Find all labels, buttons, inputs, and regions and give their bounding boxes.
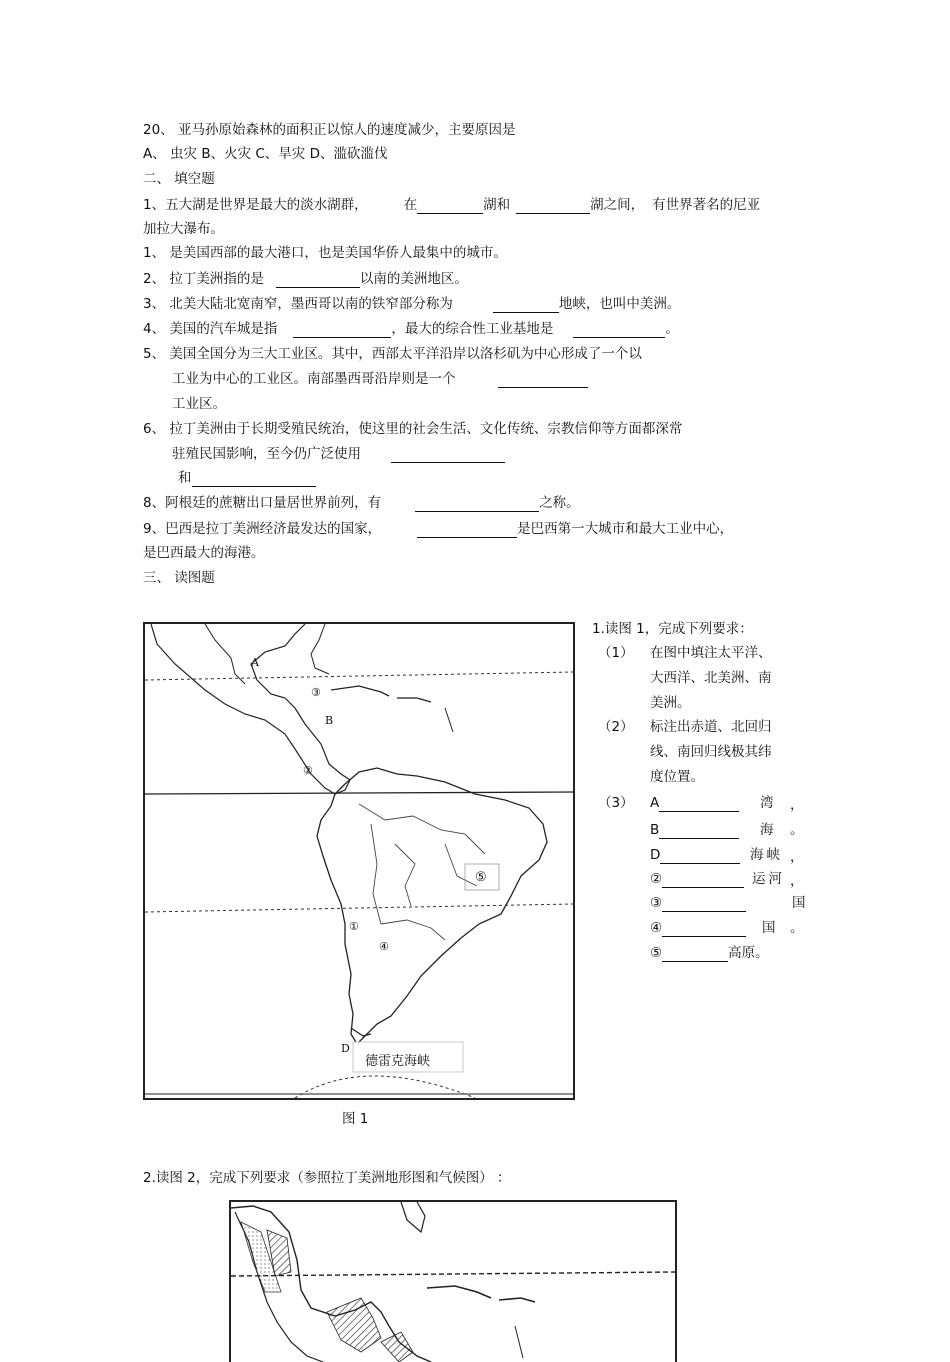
read1-comma: ， — [790, 797, 804, 813]
section2-title: 二、 填空题 — [143, 171, 215, 187]
fill-q9 — [143, 520, 733, 538]
fill-q1a-post: 有世界著名的尼亚 — [652, 197, 761, 213]
answer-blank[interactable] — [417, 199, 483, 214]
fill-q8-pre: 8、阿根廷的蔗糖出口量居世界前列，有 — [143, 495, 382, 511]
read1-answer-D — [650, 846, 740, 864]
fill-q1a-pre: 1、五大湖是世界是最大的淡水湖群， — [143, 197, 368, 213]
read1-answer-c2-suffix: 运河 — [752, 871, 785, 887]
map-label-circle-5: ⑤ — [475, 870, 487, 885]
fill-q4 — [143, 320, 679, 338]
fill-q5-line2 — [172, 370, 588, 388]
read1-answer-D-suffix: 海峡 — [750, 847, 783, 863]
fill-q4-pre: 4、 美国的汽车城是指 — [143, 321, 278, 337]
fill-q1a-he: 湖和 — [483, 197, 511, 213]
read1-item1-num: （1） — [598, 645, 634, 661]
map-label-circle-4: ④ — [379, 940, 389, 953]
answer-blank[interactable] — [662, 947, 728, 962]
fill-q5-line1: 5、 美国全国分为三大工业区。其中，西部太平洋沿岸以洛杉矶为中心形成了一个以 — [143, 346, 642, 362]
read1-comma: ， — [790, 873, 804, 889]
map-latin-america-2 — [229, 1200, 677, 1362]
read1-answer-c3-suffix: 国 — [792, 895, 806, 911]
section3-title: 三、 读图题 — [143, 570, 215, 586]
answer-blank[interactable] — [415, 497, 539, 512]
fill-q2-post: 以南的美洲地区。 — [359, 271, 468, 287]
answer-blank[interactable] — [192, 472, 316, 487]
fill-q1a-in: 在 — [403, 197, 418, 213]
map-1-drawing — [145, 624, 573, 1098]
read1-answer-A-suffix: 湾 — [760, 795, 774, 811]
answer-A-prefix: A — [650, 795, 660, 811]
read1-period: 。 — [790, 822, 804, 838]
read1-answer-c4 — [650, 919, 746, 937]
answer-blank[interactable] — [659, 797, 739, 812]
fill-q1b: 1、 是美国西部的最大港口，也是美国华侨人最集中的城市。 — [143, 245, 507, 261]
read1-item3-num: （3） — [598, 795, 634, 811]
answer-blank[interactable] — [391, 448, 505, 463]
map-label-A: A — [251, 656, 259, 669]
answer-blank[interactable] — [662, 897, 746, 912]
fill-q6-l2: 驻殖民国影响，至今仍广泛使用 — [172, 446, 361, 462]
fill-q2 — [143, 270, 468, 288]
answer-blank[interactable] — [662, 922, 746, 937]
fill-q1a-line2: 加拉大瀑布。 — [143, 221, 224, 237]
answer-blank[interactable] — [493, 298, 559, 313]
q20-question: 20、 亚马孙原始森林的面积正以惊人的速度减少，主要原因是 — [143, 122, 516, 138]
read1-answer-B-suffix: 海 — [760, 822, 774, 838]
answer-blank[interactable] — [662, 873, 744, 888]
fill-q4-mid: ，最大的综合性工业基地是 — [391, 321, 554, 337]
q20-options: A、 虫灾 B、火灾 C、旱灾 D、滥砍滥伐 — [143, 146, 388, 162]
fill-q6-line1: 6、 拉丁美洲由于长期受殖民统治，使这里的社会生活、文化传统、宗教信仰等方面都深常 — [143, 421, 683, 437]
fill-q3 — [143, 295, 680, 313]
answer-blank[interactable] — [659, 824, 739, 839]
map-label-circle-3: ③ — [311, 686, 321, 699]
answer-blank[interactable] — [660, 849, 740, 864]
fill-q4-post: 。 — [665, 321, 679, 337]
fill-q9-pre: 9、巴西是拉丁美洲经济最发达的国家， — [143, 521, 382, 537]
fill-q3-pre: 3、 北美大陆北宽南窄，墨西哥以南的铁窄部分称为 — [143, 296, 453, 312]
fill-q5-l2: 工业为中心的工业区。南部墨西哥沿岸则是一个 — [172, 371, 456, 387]
read1-title: 1.读图 1，完成下列要求： — [592, 621, 753, 637]
map-latin-america-1 — [143, 622, 575, 1100]
answer-blank[interactable] — [417, 523, 517, 538]
answer-blank[interactable] — [573, 323, 665, 338]
read1-answer-c2 — [650, 870, 744, 888]
answer-c5-prefix: ⑤ — [650, 945, 663, 961]
fill-q6-line2 — [172, 445, 505, 463]
answer-D-prefix: D — [650, 847, 661, 863]
map-label-B: B — [325, 714, 334, 727]
read1-comma: ， — [790, 849, 804, 865]
answer-c3-prefix: ③ — [650, 895, 663, 911]
fill-q9-post: 是巴西第一大城市和最大工业中心， — [517, 521, 734, 537]
fill-q3-post: 地峡，也叫中美洲。 — [558, 296, 681, 312]
answer-blank[interactable] — [498, 373, 588, 388]
answer-blank[interactable] — [293, 323, 391, 338]
fill-q1a — [143, 196, 760, 214]
read1-answer-c4-suffix: 国 — [762, 920, 776, 936]
read1-answer-c3 — [650, 894, 746, 912]
answer-c2-prefix: ② — [650, 871, 663, 887]
fill-q8-post: 之称。 — [539, 495, 580, 511]
answer-c5-suffix: 高原。 — [728, 945, 769, 961]
answer-B-prefix: B — [650, 822, 660, 838]
map-label-circle-1: ① — [349, 920, 359, 933]
read1-answer-B — [650, 821, 739, 839]
read1-period: 。 — [790, 920, 804, 936]
read1-answer-c5 — [650, 944, 769, 962]
answer-blank[interactable] — [516, 199, 590, 214]
read1-item2-l1: 标注出赤道、北回归 — [650, 719, 772, 735]
map-label-circle-2: ② — [303, 764, 313, 777]
map-label-drake-strait: 德雷克海峡 — [365, 1054, 431, 1069]
map-label-D: D — [341, 1042, 350, 1055]
fill-q6-line3 — [178, 469, 316, 487]
answer-c4-prefix: ④ — [650, 920, 663, 936]
read1-item1-l2: 大西洋、北美洲、南 — [650, 670, 772, 686]
read1-item2-l3: 度位置。 — [650, 769, 704, 785]
read1-answer-A — [650, 794, 739, 812]
fill-q1a-jian: 湖之间， — [590, 197, 645, 213]
fill-q8 — [143, 494, 580, 512]
read2-title: 2.读图 2，完成下列要求（参照拉丁美洲地形图和气候图） ： — [143, 1170, 511, 1186]
map-2-drawing — [231, 1202, 675, 1362]
map-1-caption: 图 1 — [342, 1111, 369, 1127]
read1-item2-l2: 线、南回归线极其纬 — [650, 744, 772, 760]
fill-q9-line2: 是巴西最大的海港。 — [143, 545, 265, 561]
read1-item2-num: （2） — [598, 719, 634, 735]
fill-q5-line3: 工业区。 — [172, 396, 226, 412]
read1-item1-l1: 在图中填注太平洋、 — [650, 645, 772, 661]
fill-q6-l3: 和 — [178, 470, 192, 486]
answer-blank[interactable] — [276, 273, 360, 288]
fill-q2-pre: 2、 拉丁美洲指的是 — [143, 271, 264, 287]
read1-item1-l3: 美洲。 — [650, 695, 691, 711]
